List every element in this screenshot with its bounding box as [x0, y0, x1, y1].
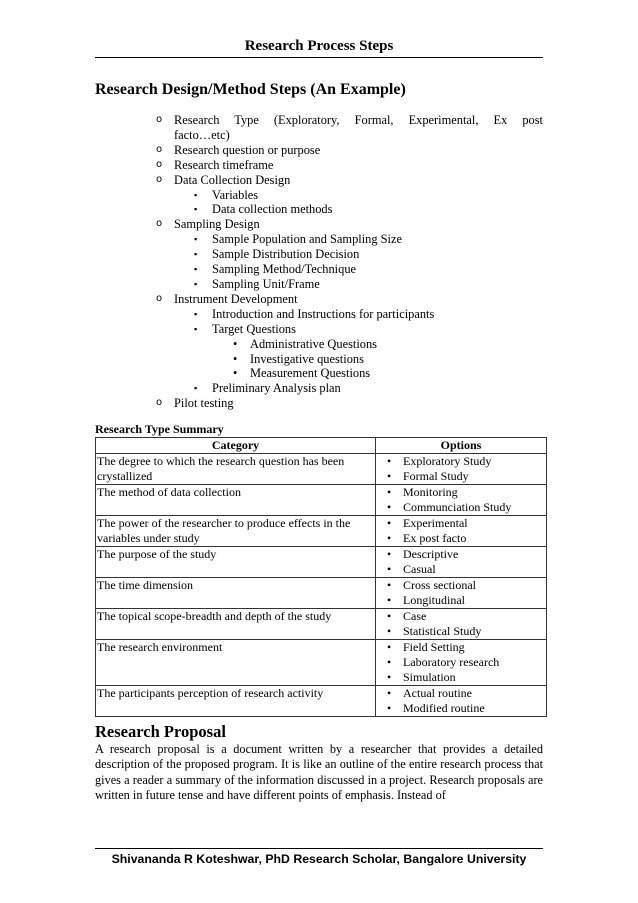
proposal-paragraph: A research proposal is a document written by a researcher that provides a detailed description of the proposed program. It is like an outline of the entire research process that gives a reader a summary of the information discussed in a project. Research proposals are written in future tense and have different points of emphasis. Instead of	[95, 742, 543, 803]
circle-bullet-icon: o	[156, 397, 163, 409]
list-item	[95, 322, 543, 337]
list-item	[95, 352, 543, 367]
round-bullet-icon: •	[387, 640, 392, 654]
list-item	[95, 337, 543, 352]
square-bullet-icon: ▪	[194, 249, 198, 260]
list-item-text: Sample Distribution Decision	[212, 247, 360, 262]
option-item: • Exploratory Study	[387, 454, 492, 468]
category-cell: The research environment	[96, 640, 376, 686]
square-bullet-icon: ▪	[194, 234, 198, 245]
list-item-text: Investigative questions	[250, 351, 364, 366]
options-column-header: Options	[376, 438, 547, 454]
list-item	[95, 292, 543, 307]
table-row	[96, 578, 547, 609]
table-row	[96, 686, 547, 717]
header-title: Research Process Steps	[244, 38, 394, 54]
list-item-text: Pilot testing	[174, 396, 234, 411]
square-bullet-icon: ▪	[194, 264, 198, 275]
table-row	[96, 609, 547, 640]
category-cell: The method of data collection	[96, 485, 376, 516]
list-item-text: Sampling Design	[174, 217, 260, 232]
list-item-text: Research timeframe	[174, 157, 274, 172]
list-item-text: Administrative Questions	[250, 336, 377, 351]
options-cell	[376, 640, 547, 686]
square-bullet-icon: ▪	[194, 278, 198, 289]
round-bullet-icon: •	[387, 578, 392, 592]
round-bullet-icon: •	[387, 593, 392, 607]
table-row	[96, 547, 547, 578]
circle-bullet-icon: o	[156, 114, 163, 125]
round-bullet-icon: •	[387, 701, 392, 715]
category-cell: The time dimension	[96, 578, 376, 609]
option-item: • Simulation	[387, 670, 456, 684]
list-item-text: Target Questions	[212, 321, 296, 336]
round-bullet-icon: •	[387, 485, 392, 499]
option-item: • Communciation Study	[387, 500, 512, 514]
option-item: • Monitoring	[387, 485, 458, 499]
options-cell	[376, 547, 547, 578]
option-item: • Statistical Study	[387, 624, 482, 638]
round-bullet-icon: •	[387, 500, 392, 514]
category-cell: The degree to which the research question has been crystallized	[96, 454, 376, 485]
option-item: • Case	[387, 609, 427, 623]
table-header-row	[96, 438, 547, 454]
research-type-line: Research Type (Exploratory, Formal, Experimental, Ex post	[174, 113, 543, 127]
list-item-text: Measurement Questions	[250, 366, 371, 381]
round-bullet-icon: •	[233, 366, 238, 381]
round-bullet-icon: •	[233, 351, 238, 366]
list-item	[95, 307, 543, 322]
list-item	[95, 173, 543, 188]
list-item	[95, 188, 543, 203]
page-header	[95, 38, 543, 58]
options-cell	[376, 454, 547, 485]
design-steps-outline	[95, 113, 543, 411]
proposal-section-title: Research Proposal	[95, 722, 226, 741]
category-column-header: Category	[96, 438, 376, 454]
round-bullet-icon: •	[387, 547, 392, 561]
list-item-text: Sample Population and Sampling Size	[212, 232, 402, 247]
list-item-text: Sampling Unit/Frame	[212, 276, 320, 291]
round-bullet-icon: •	[387, 516, 392, 530]
options-cell	[376, 686, 547, 717]
circle-bullet-icon: o	[156, 143, 163, 155]
list-item	[95, 396, 543, 411]
round-bullet-icon: •	[387, 454, 392, 468]
list-item-text: Preliminary Analysis plan	[212, 381, 341, 396]
round-bullet-icon: •	[387, 609, 392, 623]
list-item	[95, 262, 543, 277]
research-type-summary-table	[95, 437, 547, 717]
option-item: • Modified routine	[387, 701, 485, 715]
list-item	[95, 366, 543, 381]
square-bullet-icon: ▪	[194, 308, 198, 319]
list-item	[95, 232, 543, 247]
list-item	[95, 143, 543, 158]
circle-bullet-icon: o	[156, 173, 163, 185]
round-bullet-icon: •	[387, 655, 392, 669]
square-bullet-icon: ▪	[194, 323, 198, 334]
option-item: • Descriptive	[387, 547, 459, 561]
round-bullet-icon: •	[233, 336, 238, 351]
round-bullet-icon: •	[387, 670, 392, 684]
round-bullet-icon: •	[387, 562, 392, 576]
footer-text: Shivananda R Koteshwar, PhD Research Scholar, Bangalore University	[111, 852, 527, 866]
list-item	[95, 247, 543, 262]
circle-bullet-icon: o	[156, 218, 163, 230]
list-item	[95, 158, 543, 173]
category-cell: The participants perception of research activity	[96, 686, 376, 717]
option-item: • Experimental	[387, 516, 468, 530]
option-item: • Laboratory research	[387, 655, 500, 669]
table-row	[96, 485, 547, 516]
options-cell	[376, 485, 547, 516]
list-item-text: Data collection methods	[212, 202, 333, 217]
square-bullet-icon: ▪	[194, 189, 198, 200]
option-item: • Actual routine	[387, 686, 472, 700]
option-item: • Casual	[387, 562, 436, 576]
option-item: • Ex post facto	[387, 531, 467, 545]
round-bullet-icon: •	[387, 686, 392, 700]
round-bullet-icon: •	[387, 531, 392, 545]
options-cell	[376, 578, 547, 609]
option-item: • Longitudinal	[387, 593, 465, 607]
list-item	[95, 277, 543, 292]
round-bullet-icon: •	[387, 624, 392, 638]
option-item: • Cross sectional	[387, 578, 476, 592]
option-item: • Field Setting	[387, 640, 465, 654]
square-bullet-icon: ▪	[194, 204, 198, 215]
list-item-text: Introduction and Instructions for participants	[212, 306, 435, 321]
list-item-text: Research question or purpose	[174, 142, 321, 157]
design-section-title: Research Design/Method Steps (An Example)	[95, 81, 406, 98]
list-item-text: Instrument Development	[174, 291, 298, 306]
list-item-text: Data Collection Design	[174, 172, 291, 187]
page-footer	[95, 848, 543, 866]
square-bullet-icon: ▪	[194, 383, 198, 394]
list-item	[95, 202, 543, 217]
options-cell	[376, 609, 547, 640]
list-item	[95, 217, 543, 232]
list-item	[95, 113, 543, 143]
summary-table-caption: Research Type Summary	[95, 422, 224, 436]
circle-bullet-icon: o	[156, 158, 163, 170]
list-item-text: Variables	[212, 187, 259, 202]
research-type-continuation: facto…etc)	[174, 127, 230, 142]
options-cell	[376, 516, 547, 547]
table-row	[96, 640, 547, 686]
list-item	[95, 381, 543, 396]
table-row	[96, 454, 547, 485]
category-cell: The power of the researcher to produce effects in the variables under study	[96, 516, 376, 547]
category-cell: The purpose of the study	[96, 547, 376, 578]
list-item-text: Sampling Method/Technique	[212, 262, 357, 277]
circle-bullet-icon: o	[156, 292, 163, 304]
option-item: • Formal Study	[387, 469, 469, 483]
category-cell: The topical scope-breadth and depth of the study	[96, 609, 376, 640]
round-bullet-icon: •	[387, 469, 392, 483]
table-row	[96, 516, 547, 547]
